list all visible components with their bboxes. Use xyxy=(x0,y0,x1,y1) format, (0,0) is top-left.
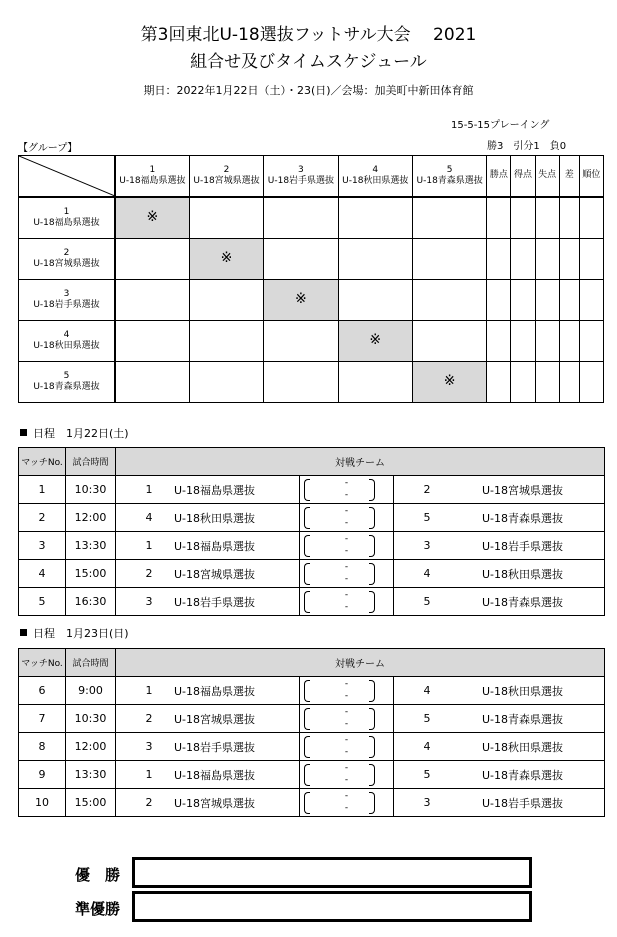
result-cell[interactable] xyxy=(189,280,263,321)
first-half-dash: - xyxy=(344,478,349,488)
match-row xyxy=(19,789,605,817)
result-cell[interactable] xyxy=(264,321,338,362)
away-team-name: U-18青森県選抜 xyxy=(482,595,564,609)
stat-cell[interactable] xyxy=(487,321,511,362)
score-cell[interactable] xyxy=(300,677,394,705)
row-team-name: U-18青森県選抜 xyxy=(33,382,100,392)
row-team-no: 4 xyxy=(63,329,70,340)
away-team-cell xyxy=(394,705,605,733)
score-cell[interactable] xyxy=(300,588,394,616)
diagonal-cell: ※ xyxy=(264,280,338,321)
match-no: 8 xyxy=(19,733,66,761)
score-cell[interactable] xyxy=(300,532,394,560)
result-cell[interactable] xyxy=(189,197,263,239)
result-cell[interactable] xyxy=(115,280,189,321)
first-half-dash: - xyxy=(344,534,349,544)
home-team-name: U-18岩手県選抜 xyxy=(174,595,256,609)
away-team-no: 5 xyxy=(423,768,431,781)
score-cell[interactable] xyxy=(300,705,394,733)
result-cell[interactable] xyxy=(115,321,189,362)
second-half-dash: - xyxy=(344,518,349,528)
match-time: 12:00 xyxy=(66,504,116,532)
stat-cell[interactable] xyxy=(511,321,535,362)
square-bullet-icon xyxy=(20,629,27,636)
away-team-name: U-18秋田県選抜 xyxy=(482,567,564,581)
away-team-name: U-18岩手県選抜 xyxy=(482,796,564,810)
match-row xyxy=(19,733,605,761)
match-row xyxy=(19,476,605,504)
home-team-cell xyxy=(116,789,300,817)
result-cell[interactable] xyxy=(412,280,486,321)
home-team-name: U-18福島県選抜 xyxy=(174,768,256,782)
runner-up-box[interactable] xyxy=(132,891,532,922)
home-team-cell xyxy=(116,705,300,733)
time-header: 試合時間 xyxy=(66,649,116,677)
away-team-name: U-18青森県選抜 xyxy=(482,511,564,525)
first-half-dash: - xyxy=(344,763,349,773)
home-team-name: U-18宮城県選抜 xyxy=(174,712,256,726)
second-half-dash: - xyxy=(344,602,349,612)
diagonal-cell: ※ xyxy=(115,197,189,239)
score-cell[interactable] xyxy=(300,560,394,588)
match-time: 13:30 xyxy=(66,761,116,789)
match-no: 10 xyxy=(19,789,66,817)
stat-cell[interactable] xyxy=(511,280,535,321)
row-team-no: 5 xyxy=(63,370,70,381)
column-team-3 xyxy=(264,156,338,198)
stat-cell[interactable] xyxy=(511,239,535,280)
teams-header: 対戦チーム xyxy=(116,649,605,677)
league-table xyxy=(18,155,604,403)
away-team-cell xyxy=(394,733,605,761)
league-row xyxy=(19,239,604,280)
score-cell[interactable] xyxy=(300,476,394,504)
stat-cell[interactable] xyxy=(535,321,559,362)
result-cell[interactable] xyxy=(264,239,338,280)
home-team-cell xyxy=(116,733,300,761)
away-team-name: U-18岩手県選抜 xyxy=(482,539,564,553)
match-no-header: マッチNo. xyxy=(19,649,66,677)
home-team-no: 3 xyxy=(145,595,153,608)
day1-schedule-table xyxy=(18,447,605,616)
match-no: 4 xyxy=(19,560,66,588)
home-team-no: 1 xyxy=(145,768,153,781)
result-cell[interactable] xyxy=(338,239,412,280)
second-half-dash: - xyxy=(344,803,349,813)
first-half-dash: - xyxy=(344,791,349,801)
match-time: 10:30 xyxy=(66,476,116,504)
stat-cell[interactable] xyxy=(535,280,559,321)
league-row xyxy=(19,197,604,239)
column-team-no: 2 xyxy=(223,164,230,175)
day1-label xyxy=(20,425,129,441)
stat-header: 順位 xyxy=(579,156,603,198)
match-no: 6 xyxy=(19,677,66,705)
home-team-cell xyxy=(116,532,300,560)
row-team-name: U-18福島県選抜 xyxy=(33,218,100,228)
stat-cell[interactable] xyxy=(535,362,559,403)
match-no: 5 xyxy=(19,588,66,616)
match-time: 10:30 xyxy=(66,705,116,733)
column-team-5 xyxy=(412,156,486,198)
row-team-name: U-18宮城県選抜 xyxy=(33,259,100,269)
column-team-name: U-18岩手県選抜 xyxy=(267,176,335,186)
match-time: 16:30 xyxy=(66,588,116,616)
second-half-dash: - xyxy=(344,546,349,556)
result-cell[interactable] xyxy=(412,197,486,239)
home-team-no: 1 xyxy=(145,684,153,697)
winner-box[interactable] xyxy=(132,857,532,888)
result-cell[interactable] xyxy=(189,362,263,403)
stat-cell[interactable] xyxy=(559,362,579,403)
stat-cell[interactable] xyxy=(487,280,511,321)
second-half-dash: - xyxy=(344,747,349,757)
column-team-name: U-18宮城県選抜 xyxy=(193,176,260,186)
league-row xyxy=(19,362,604,403)
row-team-name: U-18岩手県選抜 xyxy=(33,300,100,310)
result-cell[interactable] xyxy=(412,321,486,362)
first-half-dash: - xyxy=(344,562,349,572)
stat-cell[interactable] xyxy=(579,362,603,403)
league-row xyxy=(19,280,604,321)
match-row xyxy=(19,705,605,733)
score-cell[interactable] xyxy=(300,733,394,761)
stat-cell[interactable] xyxy=(487,197,511,239)
diagonal-line-icon xyxy=(19,156,115,196)
home-team-cell xyxy=(116,588,300,616)
match-row xyxy=(19,761,605,789)
row-team-no: 2 xyxy=(63,247,70,258)
second-half-dash: - xyxy=(344,490,349,500)
title-line2: 組合せ及びタイムスケジュール xyxy=(190,52,427,72)
column-team-name: U-18秋田県選抜 xyxy=(342,176,409,186)
result-cell[interactable] xyxy=(189,321,263,362)
day1-label-text: 日程 1月22日(土) xyxy=(33,427,129,440)
away-team-no: 4 xyxy=(423,567,431,580)
stat-cell[interactable] xyxy=(579,321,603,362)
away-team-no: 2 xyxy=(423,483,431,496)
first-half-dash: - xyxy=(344,590,349,600)
home-team-no: 3 xyxy=(145,740,153,753)
match-time: 15:00 xyxy=(66,560,116,588)
away-team-cell xyxy=(394,588,605,616)
row-team-3 xyxy=(19,280,115,321)
home-team-cell xyxy=(116,560,300,588)
second-half-dash: - xyxy=(344,719,349,729)
match-row xyxy=(19,504,605,532)
column-team-name: U-18青森県選抜 xyxy=(416,176,483,186)
day2-label-text: 日程 1月23日(日) xyxy=(33,627,129,640)
home-team-cell xyxy=(116,504,300,532)
stat-header: 得点 xyxy=(511,156,535,198)
points-rule: 勝3 引分1 負0 xyxy=(487,141,567,152)
home-team-no: 1 xyxy=(145,539,153,552)
score-cell[interactable] xyxy=(300,761,394,789)
first-half-dash: - xyxy=(344,707,349,717)
column-team-name: U-18福島県選抜 xyxy=(119,176,186,186)
winner-label: 優 勝 xyxy=(74,866,120,884)
match-time: 9:00 xyxy=(66,677,116,705)
match-no: 3 xyxy=(19,532,66,560)
row-team-1 xyxy=(19,197,115,239)
home-team-no: 2 xyxy=(145,796,153,809)
stat-cell[interactable] xyxy=(579,197,603,239)
stat-cell[interactable] xyxy=(535,197,559,239)
result-cell[interactable] xyxy=(338,362,412,403)
stat-cell[interactable] xyxy=(559,321,579,362)
stat-cell[interactable] xyxy=(559,280,579,321)
home-team-cell xyxy=(116,677,300,705)
first-half-dash: - xyxy=(344,679,349,689)
away-team-cell xyxy=(394,532,605,560)
result-cell[interactable] xyxy=(338,280,412,321)
home-team-cell xyxy=(116,761,300,789)
away-team-no: 5 xyxy=(423,595,431,608)
match-row xyxy=(19,588,605,616)
away-team-name: U-18青森県選抜 xyxy=(482,712,564,726)
second-half-dash: - xyxy=(344,574,349,584)
away-team-cell xyxy=(394,476,605,504)
result-cell[interactable] xyxy=(264,197,338,239)
row-team-no: 3 xyxy=(63,288,70,299)
day2-schedule-table xyxy=(18,648,605,817)
match-no-header: マッチNo. xyxy=(19,448,66,476)
row-team-2 xyxy=(19,239,115,280)
home-team-name: U-18福島県選抜 xyxy=(174,684,256,698)
result-cell[interactable] xyxy=(264,362,338,403)
stat-header: 失点 xyxy=(535,156,559,198)
away-team-cell xyxy=(394,677,605,705)
stat-header: 勝点 xyxy=(487,156,511,198)
grid-corner xyxy=(19,156,115,198)
group-label: 【グループ】 xyxy=(18,143,78,154)
column-team-2 xyxy=(189,156,263,198)
home-team-no: 4 xyxy=(145,511,153,524)
stat-cell[interactable] xyxy=(535,239,559,280)
match-format: 15-5-15プレーイング xyxy=(451,120,550,131)
away-team-cell xyxy=(394,560,605,588)
match-no: 2 xyxy=(19,504,66,532)
row-team-4 xyxy=(19,321,115,362)
row-team-5 xyxy=(19,362,115,403)
away-team-no: 5 xyxy=(423,712,431,725)
stat-cell[interactable] xyxy=(511,197,535,239)
home-team-name: U-18福島県選抜 xyxy=(174,483,256,497)
teams-header: 対戦チーム xyxy=(116,448,605,476)
home-team-no: 2 xyxy=(145,712,153,725)
score-cell[interactable] xyxy=(300,504,394,532)
title-line1: 第3回東北U-18選抜フットサル大会 2021 xyxy=(140,25,477,45)
home-team-name: U-18福島県選抜 xyxy=(174,539,256,553)
home-team-name: U-18宮城県選抜 xyxy=(174,796,256,810)
column-team-1 xyxy=(115,156,189,198)
row-team-name: U-18秋田県選抜 xyxy=(33,341,100,351)
column-team-no: 1 xyxy=(149,164,156,175)
match-no: 7 xyxy=(19,705,66,733)
day2-label xyxy=(20,625,129,641)
diagonal-cell: ※ xyxy=(412,362,486,403)
away-team-cell xyxy=(394,504,605,532)
first-half-dash: - xyxy=(344,506,349,516)
date-venue: 期日：2022年1月22日（土）・23(日)／会場：加美町中新田体育館 xyxy=(143,84,474,97)
away-team-no: 3 xyxy=(423,796,431,809)
match-time: 12:00 xyxy=(66,733,116,761)
stat-cell[interactable] xyxy=(487,239,511,280)
home-team-name: U-18秋田県選抜 xyxy=(174,511,256,525)
home-team-name: U-18岩手県選抜 xyxy=(174,740,256,754)
result-cell[interactable] xyxy=(338,197,412,239)
home-team-no: 1 xyxy=(145,483,153,496)
match-time: 15:00 xyxy=(66,789,116,817)
stat-cell[interactable] xyxy=(511,362,535,403)
away-team-no: 5 xyxy=(423,511,431,524)
stat-cell[interactable] xyxy=(559,239,579,280)
stat-cell[interactable] xyxy=(579,280,603,321)
time-header: 試合時間 xyxy=(66,448,116,476)
second-half-dash: - xyxy=(344,775,349,785)
away-team-name: U-18秋田県選抜 xyxy=(482,684,564,698)
league-row xyxy=(19,321,604,362)
away-team-no: 4 xyxy=(423,684,431,697)
away-team-cell xyxy=(394,789,605,817)
result-cell[interactable] xyxy=(412,239,486,280)
away-team-name: U-18宮城県選抜 xyxy=(482,483,564,497)
score-cell[interactable] xyxy=(300,789,394,817)
result-cell[interactable] xyxy=(115,239,189,280)
second-half-dash: - xyxy=(344,691,349,701)
away-team-name: U-18青森県選抜 xyxy=(482,768,564,782)
first-half-dash: - xyxy=(344,735,349,745)
match-row xyxy=(19,560,605,588)
column-team-no: 4 xyxy=(372,164,379,175)
runner-up-label: 準優勝 xyxy=(74,900,120,918)
away-team-no: 3 xyxy=(423,539,431,552)
away-team-cell xyxy=(394,761,605,789)
home-team-name: U-18宮城県選抜 xyxy=(174,567,256,581)
match-no: 1 xyxy=(19,476,66,504)
diagonal-cell: ※ xyxy=(189,239,263,280)
stat-cell[interactable] xyxy=(559,197,579,239)
stat-cell[interactable] xyxy=(487,362,511,403)
column-team-no: 3 xyxy=(298,164,304,175)
away-team-no: 4 xyxy=(423,740,431,753)
stat-header: 差 xyxy=(559,156,579,198)
home-team-cell xyxy=(116,476,300,504)
match-row xyxy=(19,677,605,705)
column-team-4 xyxy=(338,156,412,198)
stat-cell[interactable] xyxy=(579,239,603,280)
match-row xyxy=(19,532,605,560)
diagonal-cell: ※ xyxy=(338,321,412,362)
match-no: 9 xyxy=(19,761,66,789)
match-time: 13:30 xyxy=(66,532,116,560)
result-cell[interactable] xyxy=(115,362,189,403)
home-team-no: 2 xyxy=(145,567,153,580)
column-team-no: 5 xyxy=(446,164,453,175)
square-bullet-icon xyxy=(20,429,27,436)
away-team-name: U-18秋田県選抜 xyxy=(482,740,564,754)
row-team-no: 1 xyxy=(63,206,70,217)
